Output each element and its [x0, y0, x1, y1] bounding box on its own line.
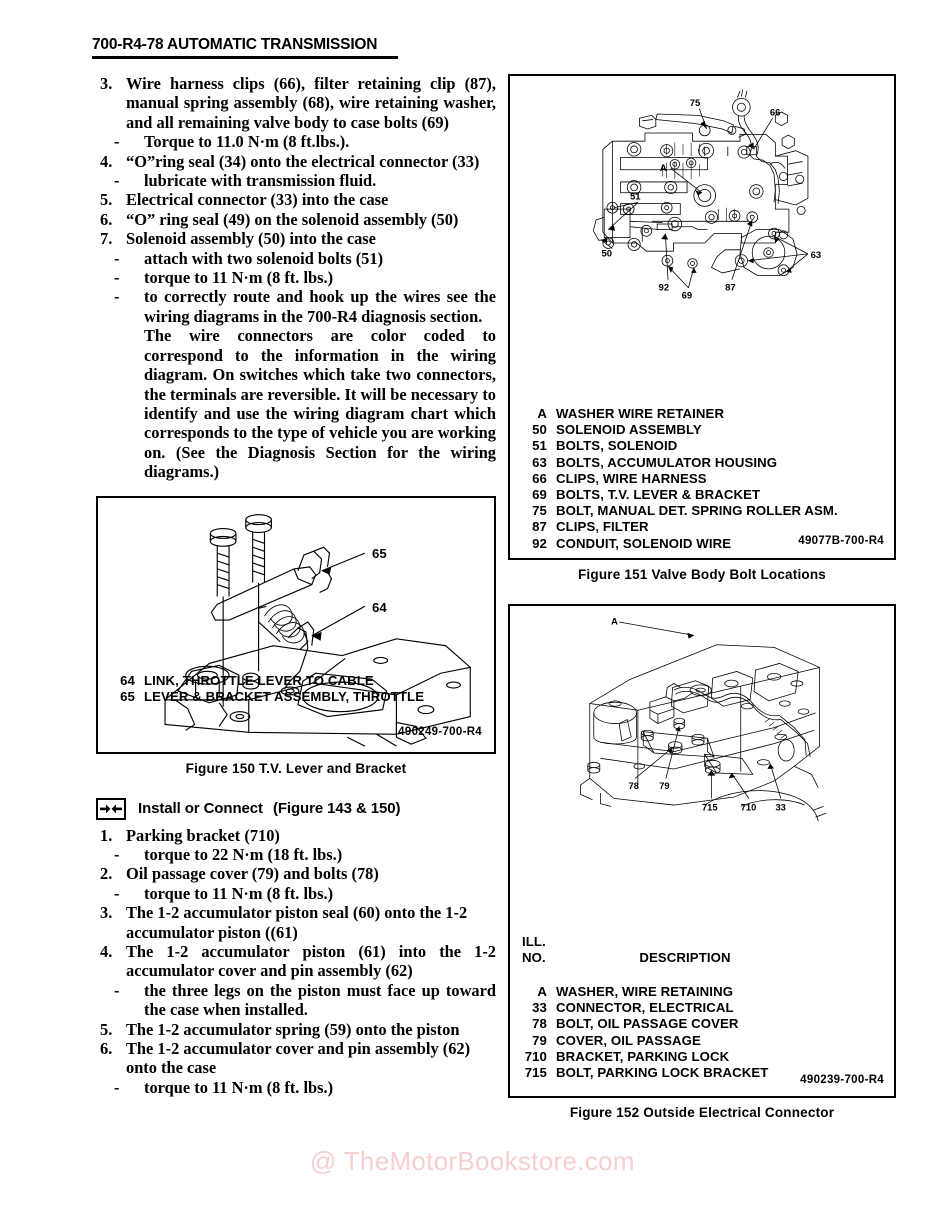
step-text: Parking bracket (710): [126, 825, 280, 845]
list-item: [96, 903, 496, 942]
callout-78: 78: [628, 781, 639, 792]
install-or-connect-label: [138, 800, 400, 817]
callout-33: 33: [775, 802, 786, 813]
description-header: DESCRIPTION: [639, 950, 731, 965]
callout-64: 64: [372, 599, 387, 615]
left-column: [96, 74, 496, 1097]
legend-row: [522, 406, 884, 422]
callout-79: 79: [659, 781, 670, 792]
legend-row: [522, 503, 884, 519]
legend-description: CONDUIT, SOLENOID WIRE: [556, 535, 732, 551]
callout-A: A: [611, 616, 618, 627]
legend-row: [110, 673, 484, 689]
legend-row: [522, 422, 884, 438]
legend-description: BOLTS, T.V. LEVER & BRACKET: [556, 487, 761, 503]
legend-description: LEVER & BRACKET ASSEMBLY, THROTTLE: [144, 689, 425, 705]
legend-number: 710: [524, 1048, 547, 1064]
legend-row: [522, 487, 884, 503]
legend-description: LINK, THROTTLE LEVER TO CABLE: [144, 673, 374, 689]
list-item: [96, 826, 496, 845]
list-item: [96, 74, 496, 132]
callout-65: 65: [372, 545, 387, 561]
legend-row: [522, 1033, 884, 1049]
step-number: 6.: [100, 1039, 113, 1058]
legend-description: WASHER, WIRE RETAINING: [556, 984, 734, 999]
sub-step: [96, 981, 496, 1020]
list-item: [96, 864, 496, 883]
step-number: 4.: [100, 151, 113, 171]
legend-number: 92: [532, 535, 547, 551]
sub-step: [96, 249, 496, 268]
header-rule: [92, 56, 398, 59]
figure-151-legend: [522, 406, 884, 552]
figure-152-part-number: 490239-700-R4: [800, 1074, 884, 1086]
step-number: 6.: [100, 209, 113, 229]
step-number: 5.: [100, 1019, 113, 1039]
step-number: 4.: [100, 941, 113, 961]
legend-description: BOLT, MANUAL DET. SPRING ROLLER ASM.: [556, 503, 838, 519]
arrows-inward-icon: [96, 798, 126, 820]
callout-75: 75: [689, 97, 701, 109]
dash-marker: -: [114, 287, 120, 307]
legend-number: 69: [532, 487, 547, 503]
legend-row: [522, 455, 884, 471]
figure-152-table-header: [522, 934, 884, 966]
figure-150-caption: Figure 150 T.V. Lever and Bracket: [185, 760, 407, 776]
sub-step: [96, 268, 496, 287]
sub-step: [96, 132, 496, 151]
sub-step-text: Torque to 11.0 N·m (8 ft.lbs.).: [144, 132, 350, 152]
legend-description: BOLTS, ACCUMULATOR HOUSING: [556, 454, 778, 470]
legend-number: 79: [532, 1032, 547, 1048]
sub-step-text: torque to 11 N·m (8 ft. lbs.): [144, 268, 334, 288]
dash-marker: -: [114, 844, 120, 864]
step-text: Electrical connector (33) into the case: [126, 190, 389, 210]
sub-step: [96, 287, 496, 326]
ill-header-line2: NO.: [522, 950, 546, 966]
callout-715: 715: [702, 802, 718, 813]
figure-152-box: [508, 604, 896, 1098]
legend-number: 78: [532, 1016, 547, 1032]
legend-number: 64: [120, 673, 135, 689]
step-text: “O” ring seal (49) on the solenoid assembly (50): [126, 209, 459, 229]
sub-step: [96, 171, 496, 190]
step-text: The 1-2 accumulator piston (61) into the 1-2 accumulator cover and pin assembly (62): [126, 941, 496, 981]
ill-header-line1: ILL.: [522, 934, 546, 949]
step-number: 3.: [100, 74, 113, 93]
legend-row: [522, 1000, 884, 1016]
legend-number: 51: [532, 438, 547, 454]
step-text: Wire harness clips (66), filter retaining clip (87), manual spring assembly (68), wire retaining washer, and all remaining valve body to case bolts (69): [126, 74, 496, 132]
callout-50: 50: [601, 248, 613, 260]
sub-step: [96, 884, 496, 903]
ioc-reference: (Figure 143 & 150): [272, 800, 401, 818]
legend-row: [522, 1016, 884, 1032]
legend-description: BOLT, PARKING LOCK BRACKET: [556, 1065, 769, 1081]
figure-150-legend: [110, 673, 484, 705]
legend-number: 50: [532, 422, 547, 438]
legend-number: A: [537, 406, 547, 421]
step-text: Solenoid assembly (50) into the case: [126, 229, 376, 249]
legend-number: 715: [524, 1065, 547, 1081]
figure-150-diagram: [98, 498, 494, 752]
figure-152-legend: [522, 984, 884, 1081]
legend-number: 33: [532, 1000, 547, 1016]
figure-152-diagram: [510, 606, 894, 936]
sub-step-text: attach with two solenoid bolts (51): [144, 248, 384, 268]
legend-description: CLIPS, FILTER: [556, 519, 649, 535]
callout-92: 92: [658, 282, 670, 294]
legend-number: 75: [532, 503, 547, 519]
callout-51: 51: [630, 191, 641, 203]
legend-description: SOLENOID ASSEMBLY: [556, 422, 702, 438]
dash-marker: -: [114, 1077, 120, 1097]
figure-151-part-number: 49077B-700-R4: [798, 535, 884, 547]
callout-710: 710: [740, 802, 757, 813]
dash-marker: -: [114, 132, 120, 152]
legend-number: 66: [532, 470, 547, 486]
step-text: The 1-2 accumulator piston seal (60) onto the 1-2 accumulator piston ((61): [126, 903, 468, 942]
figure-152-caption: Figure 152 Outside Electrical Connector: [569, 1105, 835, 1120]
callout-A: A: [659, 163, 667, 175]
step-text: “O”ring seal (34) onto the electrical connector (33): [126, 151, 480, 171]
legend-row: [522, 519, 884, 535]
callout-63: 63: [810, 249, 822, 261]
legend-number: 65: [120, 689, 135, 705]
list-item: [96, 1020, 496, 1039]
sub-step-text: the three legs on the piston must face up toward the case when installed.: [144, 980, 496, 1020]
legend-description: COVER, OIL PASSAGE: [556, 1032, 701, 1048]
legend-description: CLIPS, WIRE HARNESS: [556, 470, 707, 486]
install-or-connect-steps: [96, 826, 496, 1098]
figure-151-caption: Figure 151 Valve Body Bolt Locations: [577, 567, 826, 582]
sub-step: [96, 845, 496, 864]
arrows-inward-glyph: [100, 803, 122, 815]
sub-step-text: lubricate with transmission fluid.: [144, 171, 377, 191]
figure-151-box: [508, 74, 896, 560]
watermark: @ TheMotorBookstore.com: [310, 1146, 635, 1176]
ioc-title: Install or Connect: [138, 800, 263, 818]
dash-marker: -: [114, 248, 120, 268]
note-paragraph: The wire connectors are color coded to correspond to the information in the wiring diagram. On switches which take two connectors, the terminals are reversible. It will be necessary to identify and use the wiring diagram chart which corresponds to the type of vehicle you are working on. (See the Diagnosis Section for the wiring diagrams.): [144, 326, 496, 482]
page-header: [92, 36, 398, 59]
legend-description: CONNECTOR, ELECTRICAL: [556, 1000, 734, 1016]
procedure-list-top: [96, 74, 496, 482]
figure-150-box: [96, 496, 496, 754]
legend-number: 87: [532, 519, 547, 535]
list-item: [96, 229, 496, 248]
right-column: [508, 74, 896, 1120]
sub-step-text: torque to 11 N·m (8 ft. lbs.): [144, 1077, 334, 1097]
step-text: The 1-2 accumulator spring (59) onto the piston: [126, 1019, 460, 1039]
step-text: The 1-2 accumulator cover and pin assembly (62) onto the case: [126, 1039, 471, 1078]
sub-step: [96, 1078, 496, 1097]
legend-row: [522, 438, 884, 454]
legend-description: BOLTS, SOLENOID: [556, 438, 678, 454]
legend-row: [110, 689, 484, 705]
list-item: [96, 942, 496, 981]
legend-row: [522, 984, 884, 1000]
step-number: 1.: [100, 825, 113, 845]
step-number: 7.: [100, 229, 113, 249]
step-text: Oil passage cover (79) and bolts (78): [126, 864, 379, 884]
sub-step-text: torque to 22 N·m (18 ft. lbs.): [144, 844, 343, 864]
sub-step-text: to correctly route and hook up the wires see the wiring diagrams in the 700-R4 diagnosis section.: [144, 287, 496, 326]
callout-87: 87: [725, 282, 736, 294]
list-item: [96, 1039, 496, 1078]
figure-150-part-number: 490249-700-R4: [398, 725, 482, 738]
dash-marker: -: [114, 171, 120, 191]
legend-description: BOLT, OIL PASSAGE COVER: [556, 1016, 739, 1032]
list-item: [96, 210, 496, 229]
list-item: [96, 152, 496, 171]
legend-description: BRACKET, PARKING LOCK: [556, 1048, 730, 1064]
legend-row: [522, 471, 884, 487]
legend-description: WASHER WIRE RETAINER: [556, 406, 725, 421]
step-number: 5.: [100, 190, 113, 210]
dash-marker: -: [114, 980, 120, 1000]
legend-number: 63: [532, 454, 547, 470]
sub-step-text: torque to 11 N·m (8 ft. lbs.): [144, 883, 334, 903]
legend-row: [522, 1049, 884, 1065]
dash-marker: -: [114, 268, 120, 288]
install-or-connect-heading: [96, 798, 496, 820]
list-item: [96, 190, 496, 209]
page-title: 700-R4-78 AUTOMATIC TRANSMISSION: [92, 36, 378, 53]
callout-66: 66: [769, 107, 781, 119]
dash-marker: -: [114, 883, 120, 903]
step-number: 2.: [100, 864, 113, 884]
legend-number: A: [537, 984, 547, 999]
step-number: 3.: [100, 903, 113, 923]
callout-69: 69: [681, 290, 693, 302]
figure-151-diagram: [510, 76, 894, 406]
